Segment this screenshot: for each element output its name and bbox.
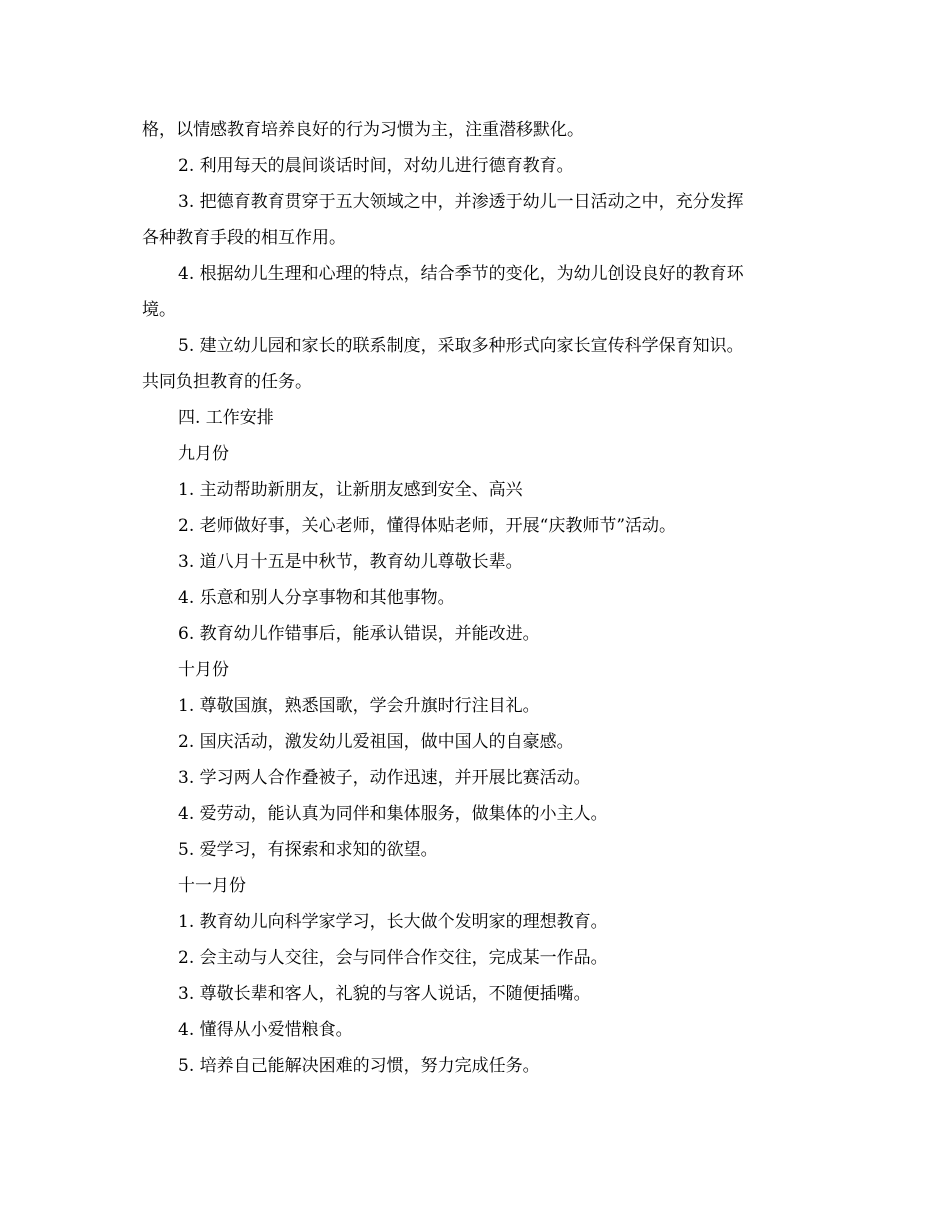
- text-line: 共同负担教育的任务。: [142, 372, 312, 392]
- text-line: 境。: [142, 300, 176, 320]
- text-line: 各种教育手段的相互作用。: [142, 228, 346, 248]
- list-item: 6. 教育幼儿作错事后，能承认错误，并能改进。: [178, 624, 540, 644]
- list-item: 1. 教育幼儿向科学家学习，长大做个发明家的理想教育。: [178, 912, 608, 932]
- text-line: 4. 根据幼儿生理和心理的特点，结合季节的变化，为幼儿创设良好的教育环: [178, 264, 744, 284]
- text-line: 5. 建立幼儿园和家长的联系制度，采取多种形式向家长宣传科学保育知识。: [178, 336, 744, 356]
- list-item: 2. 会主动与人交往，会与同伴合作交往，完成某一作品。: [178, 948, 608, 968]
- list-item: 2. 老师做好事，关心老师，懂得体贴老师，开展“庆教师节”活动。: [178, 516, 677, 536]
- section-heading: 四. 工作安排: [178, 408, 274, 428]
- document-body: [142, 112, 810, 1084]
- list-item: 4. 懂得从小爱惜粮食。: [178, 1020, 353, 1040]
- list-item: 3. 学习两人合作叠被子，动作迅速，并开展比赛活动。: [178, 768, 591, 788]
- list-item: 4. 爱劳动，能认真为同伴和集体服务，做集体的小主人。: [178, 804, 608, 824]
- list-item: 1. 尊敬国旗，熟悉国歌，学会升旗时行注目礼。: [178, 696, 540, 716]
- text-line: 3. 把德育教育贯穿于五大领域之中，并渗透于幼儿一日活动之中，充分发挥: [178, 192, 744, 212]
- text-line: 格，以情感教育培养良好的行为习惯为主，注重潜移默化。: [142, 120, 584, 140]
- list-item: 5. 爱学习，有探索和求知的欲望。: [178, 840, 438, 860]
- text-line: 2. 利用每天的晨间谈话时间，对幼儿进行德育教育。: [178, 156, 574, 176]
- month-heading-november: 十一月份: [178, 876, 246, 896]
- list-item: 4. 乐意和别人分享事物和其他事物。: [178, 588, 455, 608]
- list-item: 1. 主动帮助新朋友，让新朋友感到安全、高兴: [178, 480, 523, 500]
- month-heading-october: 十月份: [178, 660, 229, 680]
- month-heading-september: 九月份: [178, 444, 229, 464]
- list-item: 5. 培养自己能解决困难的习惯，努力完成任务。: [178, 1056, 540, 1076]
- list-item: 3. 尊敬长辈和客人，礼貌的与客人说话，不随便插嘴。: [178, 984, 591, 1004]
- list-item: 3. 道八月十五是中秋节，教育幼儿尊敬长辈。: [178, 552, 523, 572]
- list-item: 2. 国庆活动，激发幼儿爱祖国，做中国人的自豪感。: [178, 732, 574, 752]
